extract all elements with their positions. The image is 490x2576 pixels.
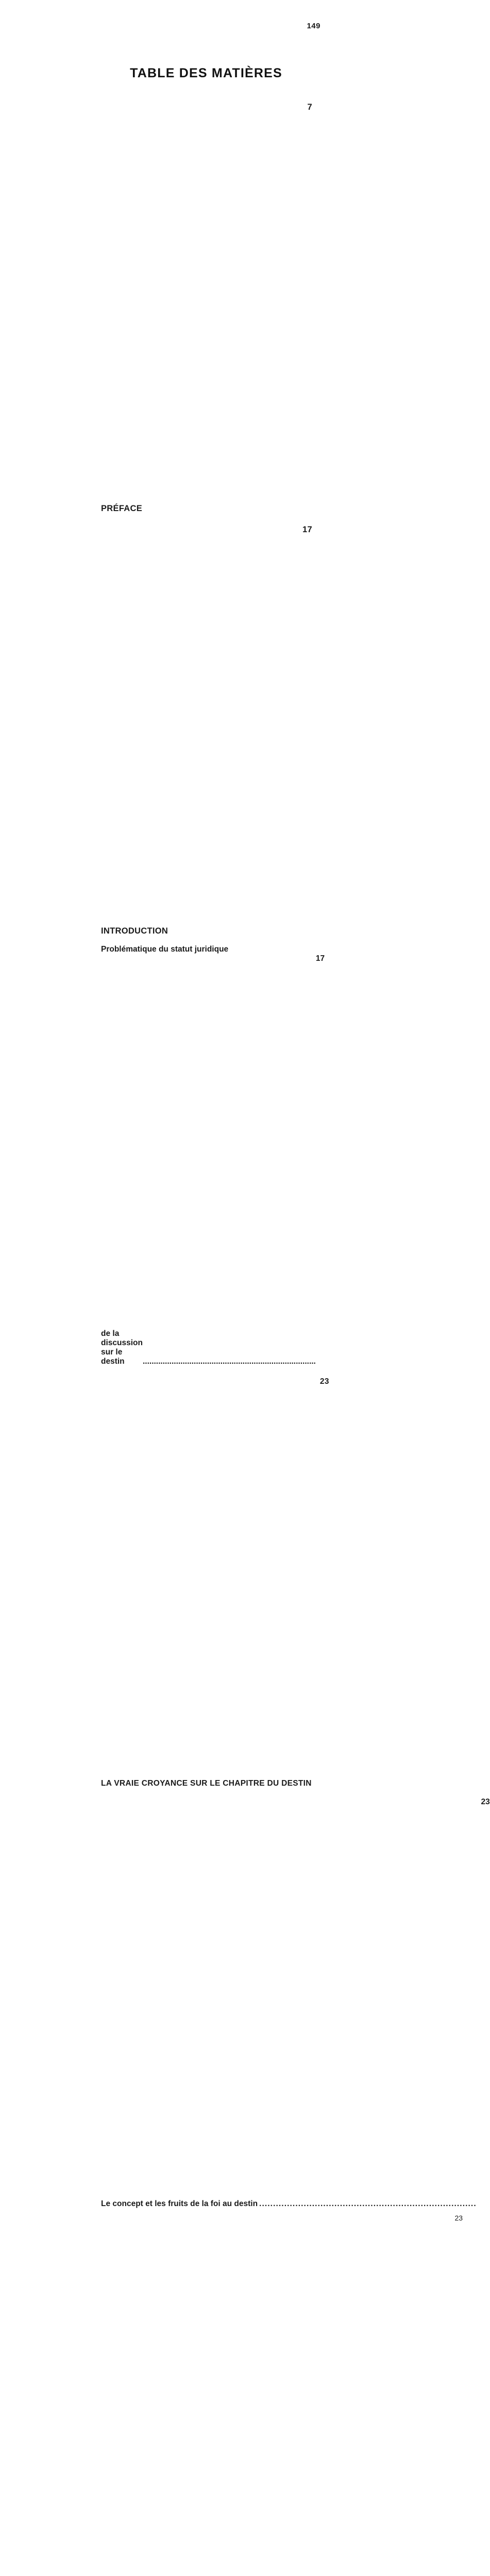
- toc-leader: ..............................................................................: [259, 2199, 477, 2209]
- toc-entry-problematique[interactable]: [101, 945, 325, 1366]
- toc-entry-page: 23: [319, 1377, 329, 1386]
- toc-entry-label-line2: de la discussion sur le destin: [101, 1329, 143, 1366]
- toc-entry-label: Le concept et les fruits de la foi au destin: [101, 2199, 258, 2209]
- page-title: TABLE DES MATIÈRES: [130, 66, 282, 80]
- toc-entry-label: LA VRAIE CROYANCE SUR LE CHAPITRE DU DESTIN: [101, 1779, 312, 1788]
- toc-entry-page: 17: [302, 525, 312, 534]
- toc-entry-label-line1: Problématique du statut juridique: [101, 945, 229, 954]
- toc-entry-preface[interactable]: [101, 102, 312, 514]
- toc-entry-page: 23: [454, 2214, 463, 2222]
- toc-entry-introduction[interactable]: [101, 524, 312, 937]
- toc-entry-concept-fruits[interactable]: [101, 1797, 490, 2209]
- toc-entry-vraie-croyance[interactable]: [101, 1377, 329, 1789]
- toc-entry-page: 23: [481, 1798, 490, 1806]
- toc-entry-definition-termes[interactable]: [112, 2214, 463, 2576]
- toc-entry-label: INTRODUCTION: [101, 926, 168, 936]
- toc-leader: ..............................................................................: [142, 1357, 316, 1366]
- toc-entry-page: 7: [307, 103, 312, 112]
- toc-entry-label: PRÉFACE: [101, 503, 143, 513]
- page-number: 149: [307, 22, 320, 30]
- toc-entry-page: 17: [315, 954, 325, 963]
- table-of-contents: [101, 92, 490, 2576]
